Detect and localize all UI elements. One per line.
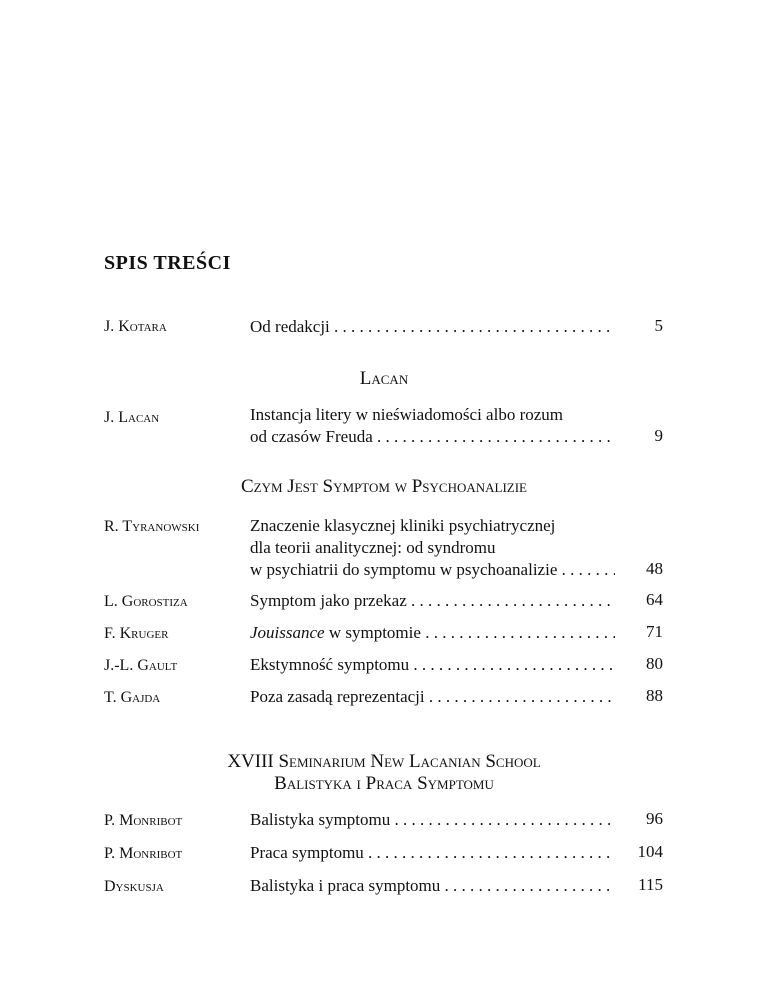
entry-title (250, 654, 615, 676)
entry-page-number: 80 (646, 654, 663, 673)
entry-author: J. Lacan (104, 409, 160, 426)
entry-title-line: Balistyka symptomu . . . (250, 809, 615, 831)
entry-page-number: 96 (646, 809, 663, 828)
entry-title (250, 842, 615, 864)
entry-title-line: Jouissance w symptomie . . . (250, 622, 615, 644)
section-heading (104, 368, 664, 390)
entry-author: Dyskusja (104, 878, 164, 895)
entry-author: R. Tyranowski (104, 518, 200, 535)
entry-title-line: Symptom jako przekaz . . . (250, 590, 615, 612)
entry-page-number: 9 (654, 426, 663, 445)
section-heading-line: Czym Jest Symptom w Psychoanalizie (240, 476, 527, 497)
entry-title-line: Poza zasadą reprezentacji . . . (250, 686, 615, 708)
entry-title-line: od czasów Freuda . . . (250, 426, 615, 448)
section-heading-line: XVIII Seminarium New Lacanian School (227, 751, 541, 772)
entry-author: J. Kotara (104, 318, 167, 335)
entry-title-line: Ekstymność symptomu . . . (250, 654, 615, 676)
entry-page-number: 64 (646, 590, 663, 609)
entry-page-number: 48 (646, 559, 663, 578)
entry-title (250, 590, 615, 612)
entry-page-number: 104 (637, 842, 663, 861)
entry-title (250, 515, 615, 581)
entry-page-number: 71 (646, 622, 663, 641)
entry-author: P. Monribot (104, 845, 183, 862)
entry-title-line: dla teorii analitycznej: od syndromu (250, 538, 496, 557)
entry-page-number: 88 (646, 686, 663, 705)
section-heading-line: Lacan (359, 368, 409, 389)
entry-author: T. Gajda (104, 689, 161, 706)
entry-title (250, 404, 615, 448)
entry-author: P. Monribot (104, 812, 183, 829)
entry-title (250, 622, 615, 644)
entry-title (250, 875, 615, 897)
entry-page-number: 5 (654, 316, 663, 335)
section-heading-line: Balistyka i Praca Symptomu (274, 773, 494, 794)
entry-title (250, 809, 615, 831)
entry-title-line: Od redakcji . . . (250, 316, 615, 338)
entry-title-line: Instancja litery w nieświadomości albo rozum (250, 405, 563, 424)
entry-author: J.-L. Gault (104, 657, 178, 674)
section-heading (104, 476, 664, 498)
entry-author: L. Gorostiza (104, 593, 188, 610)
entry-page-number: 115 (638, 875, 663, 894)
section-heading (104, 751, 664, 795)
entry-title-line: Praca symptomu . . . (250, 842, 615, 864)
entry-author: F. Kruger (104, 625, 169, 642)
entry-title (250, 686, 615, 708)
entry-title-italic: Jouissance (250, 623, 325, 642)
page-title: SPIS TREŚCI (104, 252, 231, 274)
entry-title-line: Balistyka i praca symptomu . . . (250, 875, 615, 897)
entry-title-line: w psychiatrii do symptomu w psychoanalizie . . . (250, 559, 615, 581)
entry-title (250, 316, 615, 338)
entry-title-line: Znaczenie klasycznej kliniki psychiatrycznej (250, 516, 556, 535)
